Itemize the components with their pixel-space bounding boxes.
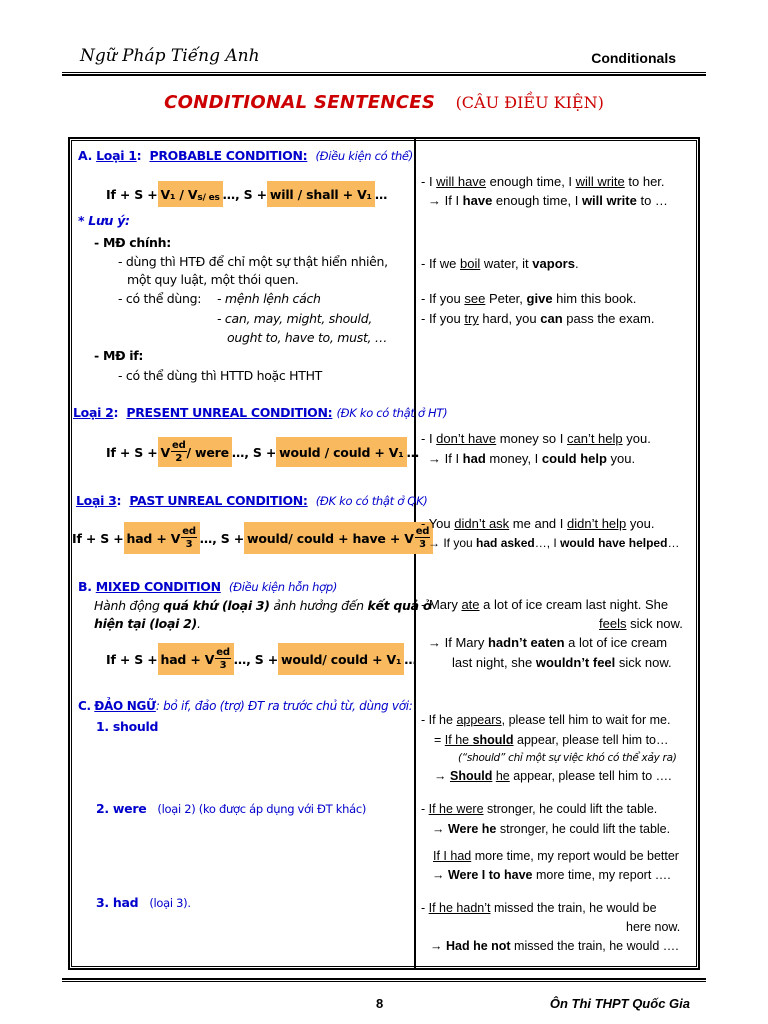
formula-part: had + V [160,651,215,667]
text-run: try [464,311,479,326]
formula-fraction [171,439,187,465]
text-run: boil [460,256,481,271]
formula-highlight [158,181,223,207]
text-run: hard, you [478,311,541,326]
type1-heading [78,148,413,163]
mixed-heading [78,579,337,594]
example-sentence: here now. [626,920,681,934]
footer-title: Ôn Thi THPT Quốc Gia [549,996,690,1011]
formula-fraction [215,646,231,672]
formula-part: If + S + [106,444,158,460]
fraction-numerator: ed [182,525,196,537]
inversion-item-note: (loại 2) (ko được áp dụng với ĐT khác) [157,802,367,816]
formula-part: If + S + [106,186,158,202]
text-run: → [430,939,446,953]
example-sentence [433,849,679,863]
type2-colon: : [113,405,119,420]
fraction-denominator: 3 [185,539,193,551]
text-run: to her. [624,174,665,189]
example-sentence [421,802,657,816]
inversion-item-should: 1. should [96,719,159,734]
text-run: ate [461,597,480,612]
type3-name: PAST UNREAL CONDITION: [129,493,308,508]
fraction-denominator: 2 [175,453,183,465]
type3-vn: (ĐK ko có thật ở QK) [315,494,428,508]
fraction-numerator: ed [171,439,186,451]
formula-highlight [244,522,433,554]
text-run: , please tell him to wait for me. [501,713,671,727]
mixed-desc-line1 [94,598,431,613]
formula-part: If + S + [72,530,124,546]
text-run: Were I to have [447,868,533,882]
text-run: me and I [509,516,567,531]
text-run: - If you [421,311,465,326]
text-run: can [540,311,563,326]
formula-highlight: would / could + V₁ [276,437,406,467]
text-run: you. [622,431,651,446]
md-if-label: - MĐ if: [94,348,144,363]
formula-sub: s/ es [197,193,220,203]
desc-part: . [196,616,201,631]
example-note: (“should” chỉ một sự việc khó có thể xảy ra) [458,752,677,764]
fraction-numerator: ed [415,525,430,537]
mixed-desc-line2 [94,616,201,631]
formula-highlight [124,522,200,554]
text-run: give [526,291,553,306]
text-run: will write [575,174,625,189]
inversion-item-had [96,895,191,910]
type1-name: PROBABLE CONDITION: [149,148,308,163]
text-run: - If we [421,256,461,271]
text-run: If he hadn’t [428,901,491,915]
text-run: stronger, he could lift the table. [496,822,671,836]
page-number: 8 [376,996,384,1011]
formula-highlight: will / shall + V₁ [267,181,375,207]
text-run: will write [581,193,637,208]
text-run: sick now. [626,616,683,631]
text-run: could help [541,451,607,466]
text-run: you. [606,451,636,466]
formula-part: … [404,651,417,667]
text-run: → If I [428,451,463,466]
inversion-letter: C. [78,699,91,713]
header-title: Ngữ Pháp Tiếng Anh [80,46,260,66]
note-line: ought to, have to, must, … [227,330,388,345]
example-sentence [421,713,670,727]
desc-part: hiện tại (loại 2) [94,616,197,631]
text-run: appears [456,713,502,727]
text-run: → If Mary [428,635,488,650]
text-run: to … [636,193,668,208]
formula-part: … [406,444,419,460]
formula-part: V [160,444,170,460]
fraction-denominator: 3 [219,660,227,672]
desc-part: quá khứ (loại 3) [163,598,270,613]
text-run: - If you [421,291,465,306]
fraction-numerator: ed [216,646,230,658]
text-run: If he were [428,802,484,816]
formula-part: V₁ / V [160,186,198,202]
text-run: money, I [485,451,542,466]
type2-name: PRESENT UNREAL CONDITION: [126,405,333,420]
type2-formula [106,437,419,467]
formula-part: …, S + [231,444,277,460]
note-line: - mệnh lệnh cách [217,291,321,306]
formula-part: … [374,186,388,202]
text-run: him this book. [552,291,637,306]
type1-letter: A. [78,148,93,163]
text-run: appear, please tell him to …. [509,769,672,783]
inversion-desc: : bỏ if, đảo (trợ) ĐT ra trước chủ từ, dùng với: [155,699,413,713]
inversion-item-label: 3. had [96,895,139,910]
example-sentence [432,822,670,836]
text-run: more time, my report …. [532,868,671,882]
type2-label: Loại 2 [73,405,114,420]
text-run: . [574,256,579,271]
mixed-letter: B. [78,579,92,594]
text-run: → [434,769,450,783]
text-run: pass the exam. [562,311,655,326]
text-run: → [432,868,448,882]
formula-part: …, S + [233,651,279,667]
desc-part: ảnh hưởng đến [269,598,368,613]
example-sentence [428,536,679,550]
inversion-heading [78,699,413,713]
text-run: a lot of ice cream [564,635,668,650]
text-run: hadn’t eaten [487,635,565,650]
text-run: → If I [428,193,463,208]
type3-label: Loại 3 [76,493,117,508]
text-run: more time, my report would be better [471,849,679,863]
type1-vn: (Điều kiện có thể) [315,149,413,163]
example-sentence [421,291,636,306]
fraction-denominator: 3 [419,539,426,551]
text-run: Peter, [485,291,527,306]
header-rule [62,72,706,76]
type2-heading [73,405,447,420]
type1-label: Loại 1 [96,148,137,163]
formula-part: …, S + [199,530,245,546]
title-sub: (CÂU ĐIỀU KIỆN) [455,93,604,112]
note-line: một quy luật, một thói quen. [127,272,299,287]
text-run: - [421,802,429,816]
formula-part: had + V [126,530,181,546]
type3-heading [76,493,428,508]
text-run: will have [436,174,487,189]
text-run: you. [626,516,655,531]
text-run: see [464,291,486,306]
example-sentence [421,311,654,326]
formula-part: If + S + [106,651,158,667]
note-line: - có thể dùng thì HTTD hoặc HTHT [118,368,323,383]
formula-highlight [158,643,234,675]
formula-highlight [158,437,232,467]
text-run: had asked [476,536,535,550]
example-sentence [421,901,657,915]
example-sentence [421,256,579,271]
text-run: he [495,769,510,783]
footer-rule [62,978,706,982]
text-run: money so I [496,431,567,446]
example-sentence [421,431,651,446]
text-run: enough time, I [486,174,576,189]
text-run: Had he not [445,939,511,953]
text-run: have [462,193,493,208]
text-run: can’t help [566,431,623,446]
example-sentence [428,635,667,650]
inversion-name: ĐẢO NGỮ [94,699,156,713]
text-run: If he [444,733,473,747]
text-run: missed the train, he would be [490,901,657,915]
title-main: CONDITIONAL SENTENCES [164,92,436,113]
text-run: - Mary [421,597,462,612]
text-run: stronger, he could lift the table. [483,802,658,816]
text-run: last night, she [452,655,536,670]
text-run: Were he [447,822,497,836]
desc-part: Hành động [94,598,164,613]
text-run: …, I [534,536,561,550]
text-run: missed the train, he would …. [510,939,679,953]
text-run: - You [421,516,455,531]
note-line: - can, may, might, should, [217,311,373,326]
text-run: - If he [421,713,457,727]
example-sentence [432,868,671,882]
md-chinh-label: - MĐ chính: [94,235,171,250]
desc-part: kết quả ở [367,598,432,613]
mixed-vn: (Điều kiện hỗn hợp) [228,580,338,594]
header-section: Conditionals [591,50,676,66]
example-sentence [599,616,683,631]
page-title [0,92,768,113]
note-line: - có thể dùng: [118,291,202,306]
example-sentence [421,516,654,531]
example-sentence [434,733,669,747]
example-sentence [430,939,679,953]
type1-colon: : [136,148,142,163]
text-run: had [462,451,486,466]
mixed-name: MIXED CONDITION [95,579,221,594]
text-run: → If you [428,536,477,550]
text-run: enough time, I [492,193,582,208]
example-sentence [421,597,668,612]
text-run: didn’t help [567,516,627,531]
note-title: * Lưu ý: [78,213,130,228]
example-sentence [452,655,672,670]
inversion-item-note: (loại 3). [149,896,191,910]
example-sentence [434,769,672,783]
text-run: - I [421,174,437,189]
text-run: … [667,536,680,550]
text-run: would have helped [560,536,668,550]
type3-colon: : [116,493,122,508]
inversion-item-were [96,801,366,816]
example-sentence [421,174,665,189]
formula-part: / were [186,444,229,460]
text-run: feels [599,616,627,631]
type3-formula [72,522,433,554]
note-line: - dùng thì HTĐ để chỉ một sự thật hiển nhiên, [118,254,388,269]
inversion-item-label: 2. were [96,801,147,816]
formula-part: …, S + [222,186,267,202]
text-run: - I [421,431,437,446]
text-run: → [432,822,448,836]
text-run: wouldn’t feel [535,655,616,670]
text-run: appear, please tell him to… [513,733,669,747]
text-run: vapors [532,256,575,271]
type2-vn: (ĐK ko có thật ở HT) [336,406,448,420]
text-run: If I had [433,849,472,863]
formula-fraction [181,525,197,551]
text-run: should [472,733,514,747]
formula-highlight: would/ could + V₁ [278,643,404,675]
text-run: - [421,901,429,915]
text-run: didn’t ask [454,516,510,531]
formula-part: would/ could + have + V [247,530,414,546]
mixed-formula [106,643,417,675]
type1-formula [106,181,387,207]
text-run: Should [449,769,493,783]
example-sentence [428,193,668,208]
text-run: = [434,733,445,747]
text-run: a lot of ice cream last night. She [479,597,669,612]
text-run: sick now. [615,655,672,670]
example-sentence [428,451,635,466]
text-run: water, it [480,256,533,271]
text-run: don’t have [436,431,497,446]
